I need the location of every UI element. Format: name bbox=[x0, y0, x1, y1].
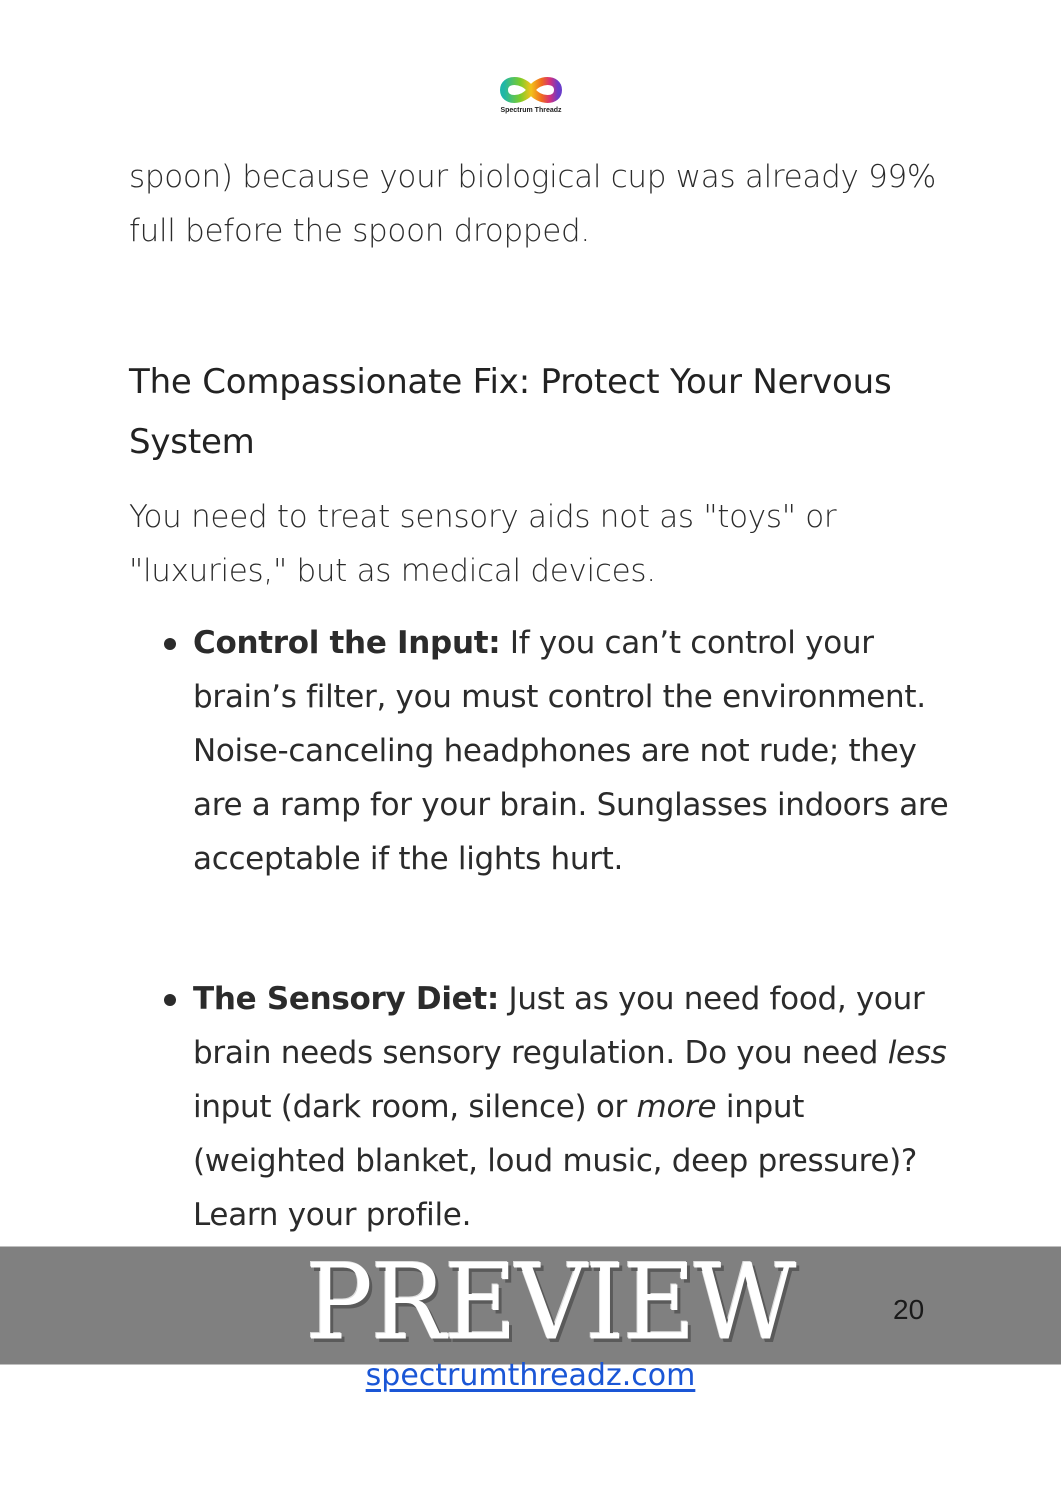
list-item bbox=[160, 972, 950, 1242]
logo-text: Spectrum Threadz bbox=[500, 107, 562, 114]
bullet-text: Just as you need food, your brain needs sensory regulation. Do you need bbox=[193, 981, 925, 1071]
preview-watermark: PREVIEW bbox=[305, 1241, 795, 1364]
bullet-list bbox=[160, 972, 950, 1242]
bullet-list bbox=[160, 616, 950, 886]
infinity-rainbow-logo-icon bbox=[496, 74, 566, 106]
page-number: 20 bbox=[893, 1294, 925, 1325]
website-link[interactable]: spectrumthreadz.com bbox=[365, 1358, 696, 1393]
emphasis-less: less bbox=[887, 1035, 947, 1071]
emphasis-more: more bbox=[636, 1089, 717, 1125]
section-heading: The Compassionate Fix: Protect Your Nervous System bbox=[129, 362, 892, 462]
bullet-text: input (weighted blanket, loud music, deep pressure)? Learn your profile. bbox=[193, 1089, 918, 1233]
bullet-title: Control the Input: bbox=[193, 625, 501, 661]
list-item bbox=[160, 616, 950, 886]
bullet-text: If you can’t control your brain’s filter, you must control the environment. Noise-canceling headphones are not rude; they are a ramp for your brain. Sunglasses indoors are acceptable if the lights hurt. bbox=[193, 625, 949, 877]
bullet-text: input (dark room, silence) or bbox=[193, 1089, 637, 1125]
bullet-icon bbox=[164, 638, 176, 650]
continued-paragraph: spoon) because your biological cup was already 99% full before the spoon dropped. bbox=[129, 159, 937, 249]
intro-paragraph: You need to treat sensory aids not as "toys" or "luxuries," but as medical devices. bbox=[129, 499, 837, 589]
brand-logo bbox=[490, 74, 572, 122]
bullet-icon bbox=[164, 994, 176, 1006]
bullet-title: The Sensory Diet: bbox=[193, 981, 499, 1017]
